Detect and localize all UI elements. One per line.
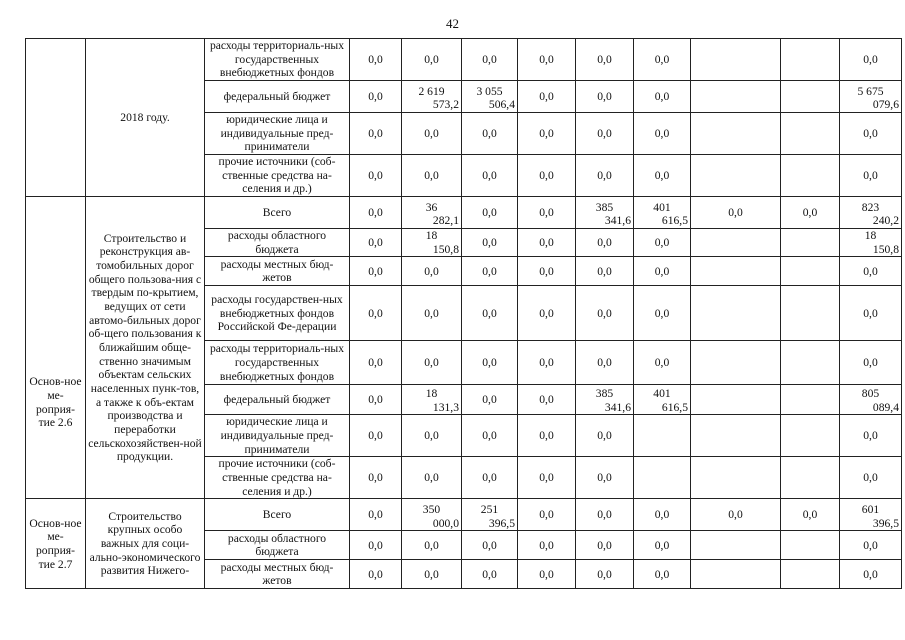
value-cell: 0,0 xyxy=(350,341,402,385)
value-cell: 0,0 xyxy=(350,39,402,81)
value-cell: 0,0 xyxy=(576,81,634,113)
value-cell xyxy=(691,155,781,197)
funding-source-cell: расходы областного бюджета xyxy=(205,531,350,560)
value-cell: 251 396,5 xyxy=(462,499,518,531)
value-cell: 823 240,2 xyxy=(840,197,902,229)
value-cell xyxy=(691,81,781,113)
page-number: 42 xyxy=(446,16,459,31)
table-body xyxy=(26,39,902,589)
value-cell: 0,0 xyxy=(840,415,902,457)
value-cell: 401 616,5 xyxy=(634,385,691,415)
value-cell xyxy=(781,113,840,155)
measure-cell xyxy=(26,39,86,197)
value-cell: 0,0 xyxy=(634,155,691,197)
value-cell: 0,0 xyxy=(518,415,576,457)
funding-source-cell: расходы местных бюд-жетов xyxy=(205,257,350,286)
value-cell: 0,0 xyxy=(634,39,691,81)
value-cell: 0,0 xyxy=(576,113,634,155)
value-cell xyxy=(781,155,840,197)
value-cell: 0,0 xyxy=(518,286,576,341)
value-cell: 0,0 xyxy=(634,499,691,531)
value-cell xyxy=(691,286,781,341)
value-cell: 0,0 xyxy=(462,286,518,341)
value-cell: 0,0 xyxy=(518,81,576,113)
value-cell: 0,0 xyxy=(518,560,576,589)
value-cell: 0,0 xyxy=(576,457,634,499)
value-cell: 0,0 xyxy=(350,155,402,197)
value-cell: 0,0 xyxy=(462,229,518,257)
budget-table xyxy=(25,38,902,589)
value-cell xyxy=(691,229,781,257)
funding-source-cell: юридические лица и индивидуальные пред-приниматели xyxy=(205,415,350,457)
measure-cell: Основ-ное ме-роприя-тие 2.7 xyxy=(26,499,86,589)
value-cell: 0,0 xyxy=(350,415,402,457)
table-row xyxy=(26,499,902,531)
value-cell: 0,0 xyxy=(462,257,518,286)
funding-source-cell: расходы областного бюджета xyxy=(205,229,350,257)
value-cell: 0,0 xyxy=(840,113,902,155)
value-cell: 0,0 xyxy=(350,286,402,341)
value-cell: 3 055 506,4 xyxy=(462,81,518,113)
funding-source-cell: расходы государствен-ных внебюджетных фондов Российской Фе-дерации xyxy=(205,286,350,341)
value-cell: 0,0 xyxy=(781,197,840,229)
value-cell: 0,0 xyxy=(518,229,576,257)
value-cell: 0,0 xyxy=(634,81,691,113)
value-cell: 0,0 xyxy=(402,155,462,197)
value-cell: 0,0 xyxy=(634,257,691,286)
value-cell: 0,0 xyxy=(576,155,634,197)
value-cell xyxy=(781,286,840,341)
value-cell: 0,0 xyxy=(576,560,634,589)
funding-source-cell: Всего xyxy=(205,499,350,531)
funding-source-cell: юридические лица и индивидуальные пред-приниматели xyxy=(205,113,350,155)
value-cell: 0,0 xyxy=(462,113,518,155)
value-cell: 5 675 079,6 xyxy=(840,81,902,113)
value-cell: 0,0 xyxy=(576,229,634,257)
value-cell: 350 000,0 xyxy=(402,499,462,531)
value-cell: 0,0 xyxy=(462,415,518,457)
funding-source-cell: расходы местных бюд-жетов xyxy=(205,560,350,589)
value-cell: 0,0 xyxy=(518,113,576,155)
value-cell: 0,0 xyxy=(350,457,402,499)
value-cell xyxy=(634,457,691,499)
value-cell: 2 619 573,2 xyxy=(402,81,462,113)
value-cell: 0,0 xyxy=(402,531,462,560)
value-cell: 0,0 xyxy=(518,341,576,385)
value-cell xyxy=(781,457,840,499)
funding-source-cell: федеральный бюджет xyxy=(205,385,350,415)
funding-source-cell: расходы территориаль-ных государственных внебюджетных фондов xyxy=(205,341,350,385)
value-cell: 0,0 xyxy=(402,257,462,286)
value-cell: 0,0 xyxy=(462,531,518,560)
value-cell: 0,0 xyxy=(576,415,634,457)
value-cell: 0,0 xyxy=(518,457,576,499)
value-cell: 0,0 xyxy=(350,257,402,286)
value-cell: 0,0 xyxy=(840,155,902,197)
funding-source-cell: прочие источники (соб-ственные средства на-селения и др.) xyxy=(205,155,350,197)
value-cell xyxy=(691,385,781,415)
value-cell: 0,0 xyxy=(576,257,634,286)
value-cell xyxy=(781,531,840,560)
funding-source-cell: федеральный бюджет xyxy=(205,81,350,113)
value-cell: 0,0 xyxy=(518,155,576,197)
value-cell: 385 341,6 xyxy=(576,385,634,415)
value-cell xyxy=(781,39,840,81)
value-cell xyxy=(781,560,840,589)
value-cell: 0,0 xyxy=(691,499,781,531)
value-cell: 0,0 xyxy=(518,39,576,81)
value-cell: 0,0 xyxy=(462,197,518,229)
value-cell: 0,0 xyxy=(350,499,402,531)
value-cell: 805 089,4 xyxy=(840,385,902,415)
funding-source-cell: Всего xyxy=(205,197,350,229)
value-cell: 0,0 xyxy=(840,560,902,589)
value-cell: 0,0 xyxy=(402,113,462,155)
value-cell: 0,0 xyxy=(462,39,518,81)
value-cell: 36 282,1 xyxy=(402,197,462,229)
value-cell xyxy=(781,81,840,113)
value-cell: 0,0 xyxy=(462,155,518,197)
value-cell: 0,0 xyxy=(350,531,402,560)
value-cell: 0,0 xyxy=(576,39,634,81)
value-cell: 0,0 xyxy=(350,385,402,415)
value-cell: 0,0 xyxy=(576,499,634,531)
value-cell: 0,0 xyxy=(518,197,576,229)
value-cell: 0,0 xyxy=(634,341,691,385)
description-cell: Строительство крупных особо важных для соци-ально-экономического развития Нижего- xyxy=(86,499,205,589)
value-cell xyxy=(691,560,781,589)
value-cell: 0,0 xyxy=(634,286,691,341)
value-cell: 0,0 xyxy=(518,499,576,531)
value-cell: 0,0 xyxy=(576,286,634,341)
value-cell: 18 131,3 xyxy=(402,385,462,415)
value-cell xyxy=(781,341,840,385)
value-cell: 601 396,5 xyxy=(840,499,902,531)
value-cell: 401 616,5 xyxy=(634,197,691,229)
value-cell xyxy=(691,257,781,286)
description-cell: Строительство и реконструкция ав-томобильных дорог общего пользова-ния с твердым по-крытием, ведущих от сети автомо-бильных дорог об-щего пользования к ближайшим обще-ственно значимым объектам сельских населенных пунк-тов, а также к объ-ектам производства и переработки сельскохозяйствен-ной продукции. xyxy=(86,197,205,499)
value-cell: 0,0 xyxy=(518,531,576,560)
value-cell xyxy=(781,257,840,286)
value-cell xyxy=(691,113,781,155)
value-cell: 0,0 xyxy=(634,531,691,560)
value-cell: 0,0 xyxy=(576,341,634,385)
value-cell: 0,0 xyxy=(350,229,402,257)
value-cell xyxy=(691,341,781,385)
value-cell: 0,0 xyxy=(518,257,576,286)
value-cell: 0,0 xyxy=(462,341,518,385)
value-cell: 0,0 xyxy=(350,113,402,155)
value-cell xyxy=(691,531,781,560)
value-cell: 0,0 xyxy=(634,229,691,257)
table-row xyxy=(26,197,902,229)
value-cell xyxy=(691,39,781,81)
value-cell: 0,0 xyxy=(634,560,691,589)
value-cell: 0,0 xyxy=(350,81,402,113)
value-cell: 385 341,6 xyxy=(576,197,634,229)
value-cell: 0,0 xyxy=(840,286,902,341)
value-cell: 0,0 xyxy=(634,113,691,155)
value-cell xyxy=(691,415,781,457)
value-cell: 0,0 xyxy=(402,39,462,81)
value-cell: 0,0 xyxy=(781,499,840,531)
value-cell xyxy=(781,385,840,415)
table-row xyxy=(26,39,902,81)
value-cell: 0,0 xyxy=(518,385,576,415)
value-cell: 0,0 xyxy=(402,560,462,589)
value-cell: 0,0 xyxy=(462,560,518,589)
value-cell: 0,0 xyxy=(402,415,462,457)
value-cell: 0,0 xyxy=(840,341,902,385)
value-cell: 0,0 xyxy=(350,197,402,229)
funding-source-cell: расходы территориаль-ных государственных внебюджетных фондов xyxy=(205,39,350,81)
measure-cell: Основ-ное ме-роприя-тие 2.6 xyxy=(26,197,86,499)
value-cell: 0,0 xyxy=(840,257,902,286)
value-cell: 18 150,8 xyxy=(402,229,462,257)
description-cell: 2018 году. xyxy=(86,39,205,197)
value-cell: 0,0 xyxy=(462,385,518,415)
value-cell xyxy=(691,457,781,499)
value-cell: 0,0 xyxy=(840,457,902,499)
value-cell xyxy=(781,229,840,257)
value-cell: 0,0 xyxy=(402,286,462,341)
value-cell: 0,0 xyxy=(840,39,902,81)
value-cell: 0,0 xyxy=(462,457,518,499)
value-cell xyxy=(634,415,691,457)
value-cell: 0,0 xyxy=(402,457,462,499)
value-cell: 0,0 xyxy=(576,531,634,560)
funding-source-cell: прочие источники (соб-ственные средства на-селения и др.) xyxy=(205,457,350,499)
value-cell: 0,0 xyxy=(350,560,402,589)
value-cell: 0,0 xyxy=(840,531,902,560)
value-cell: 0,0 xyxy=(691,197,781,229)
value-cell xyxy=(781,415,840,457)
value-cell: 18 150,8 xyxy=(840,229,902,257)
value-cell: 0,0 xyxy=(402,341,462,385)
